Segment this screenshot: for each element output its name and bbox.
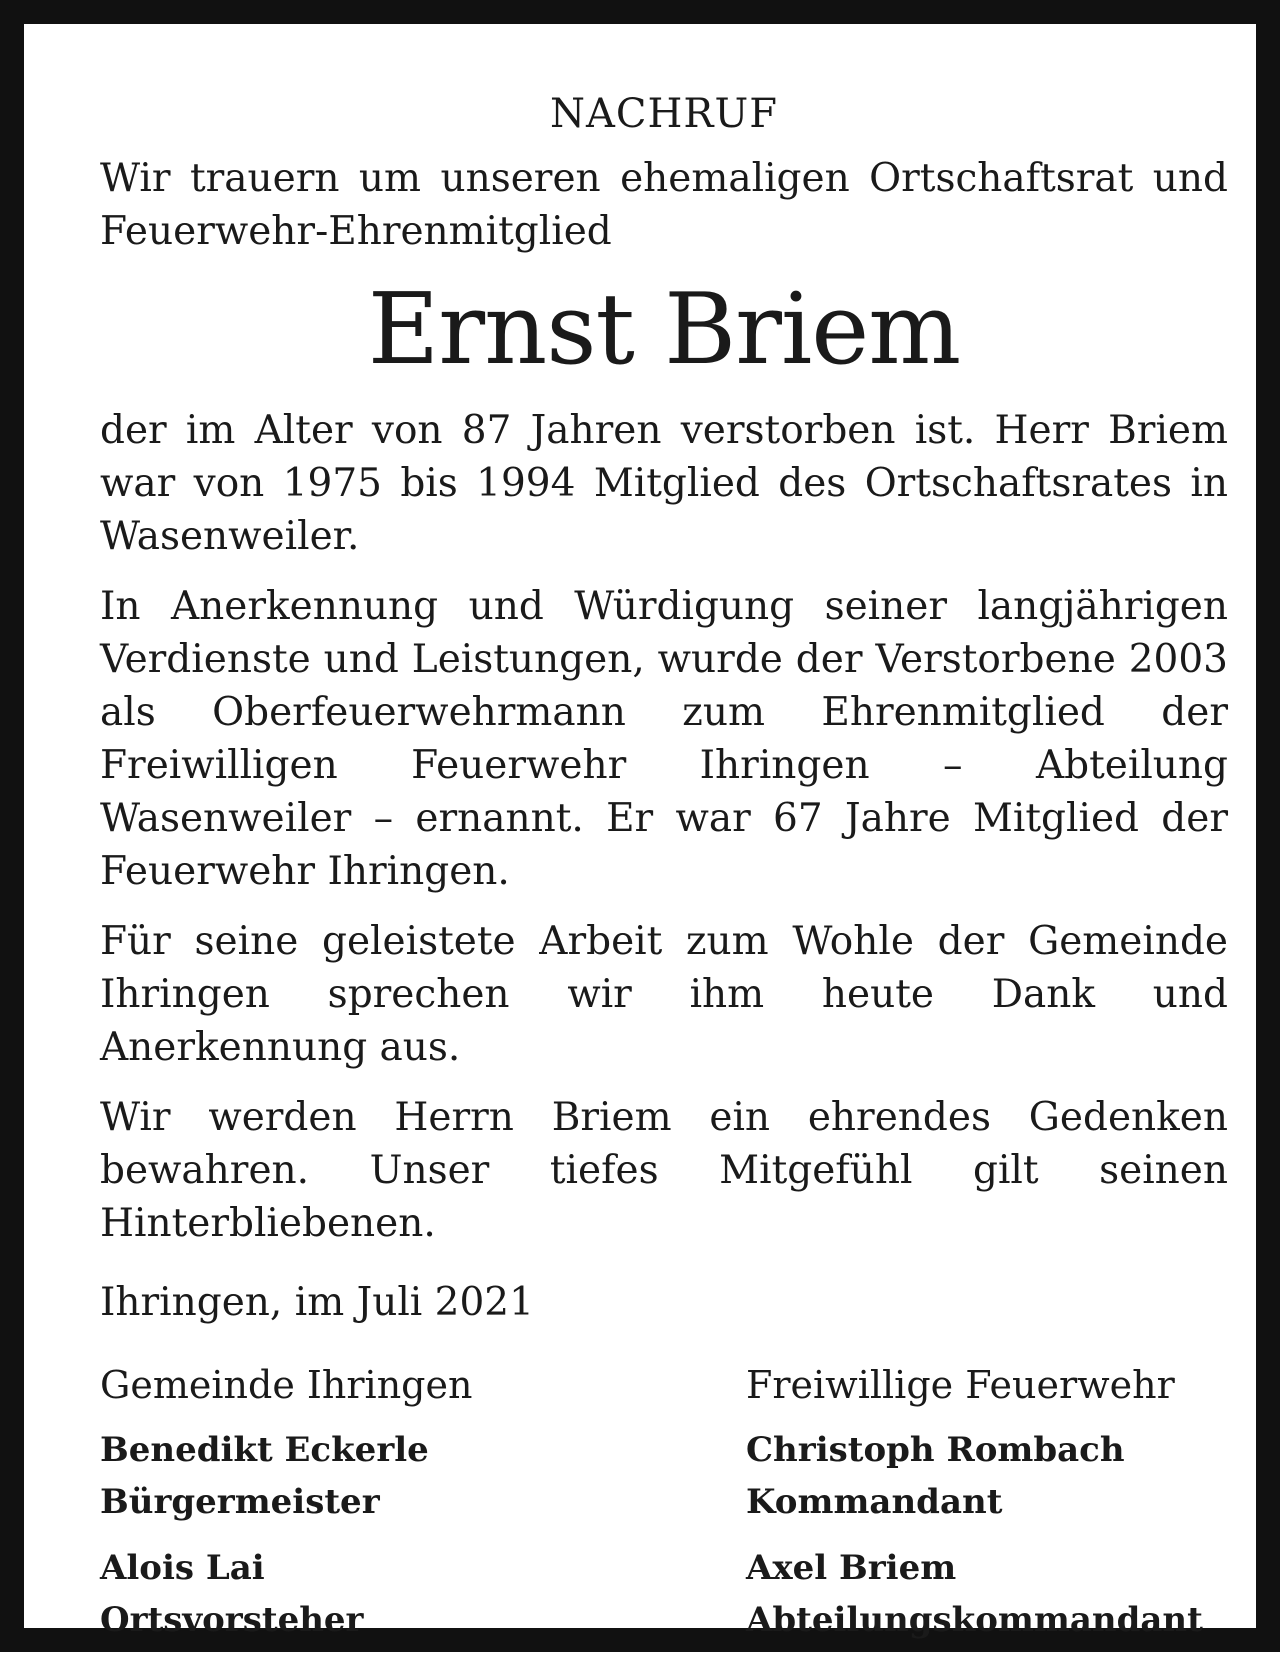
deceased-name: Ernst Briem: [367, 273, 961, 387]
paragraph-age: der im Alter von 87 Jahren verstorben ist. Herr Briem war von 1975 bis 1994 Mitglied des Ortschaftsrates in Wasenweiler.: [100, 408, 1228, 559]
signature-role: Bürgermeister: [100, 1482, 380, 1522]
signature-name: Alois Lai: [100, 1548, 265, 1588]
paragraph-thanks: Für seine geleistete Arbeit zum Wohle der Gemeinde Ihringen sprechen wir ihm heute Dank und Anerkennung aus.: [100, 919, 1228, 1070]
signature-column-left: [100, 1359, 746, 1660]
notice-content: [100, 84, 1228, 1660]
signature-role: Ortsvorsteher: [100, 1600, 364, 1640]
paragraph-honors: In Anerkennung und Würdigung seiner langjährigen Verdienste und Leistungen, wurde der Verstorbene 2003 als Oberfeuerwehrmann zum Ehrenmitglied der Freiwilligen Feuerwehr Ihringen – Abteilung Wasenweiler – ernannt. Er war 67 Jahre Mitglied der Feuerwehr Ihringen.: [100, 584, 1228, 894]
signature-role: Abteilungskommandant: [746, 1600, 1203, 1640]
place-date: Ihringen, im Juli 2021: [100, 1280, 534, 1325]
signature-column-right: [746, 1359, 1228, 1660]
signature-organization: Freiwillige Feuerwehr: [746, 1363, 1175, 1407]
notice-heading: NACHRUF: [550, 91, 778, 137]
signature-organization: Gemeinde Ihringen: [100, 1363, 473, 1407]
intro-text: Wir trauern um unseren ehemaligen Ortschaftsrat und Feuerwehr-Ehrenmitglied: [100, 156, 1228, 254]
signature-name: Axel Briem: [746, 1548, 957, 1588]
signature-name: Christoph Rombach: [746, 1430, 1125, 1470]
signature-name: Benedikt Eckerle: [100, 1430, 429, 1470]
paragraph-condolence: Wir werden Herrn Briem ein ehrendes Gedenken bewahren. Unser tiefes Mitgefühl gilt seinen Hinterbliebenen.: [100, 1095, 1228, 1246]
signatures: [100, 1359, 1228, 1660]
signature-role: Kommandant: [746, 1482, 1003, 1522]
